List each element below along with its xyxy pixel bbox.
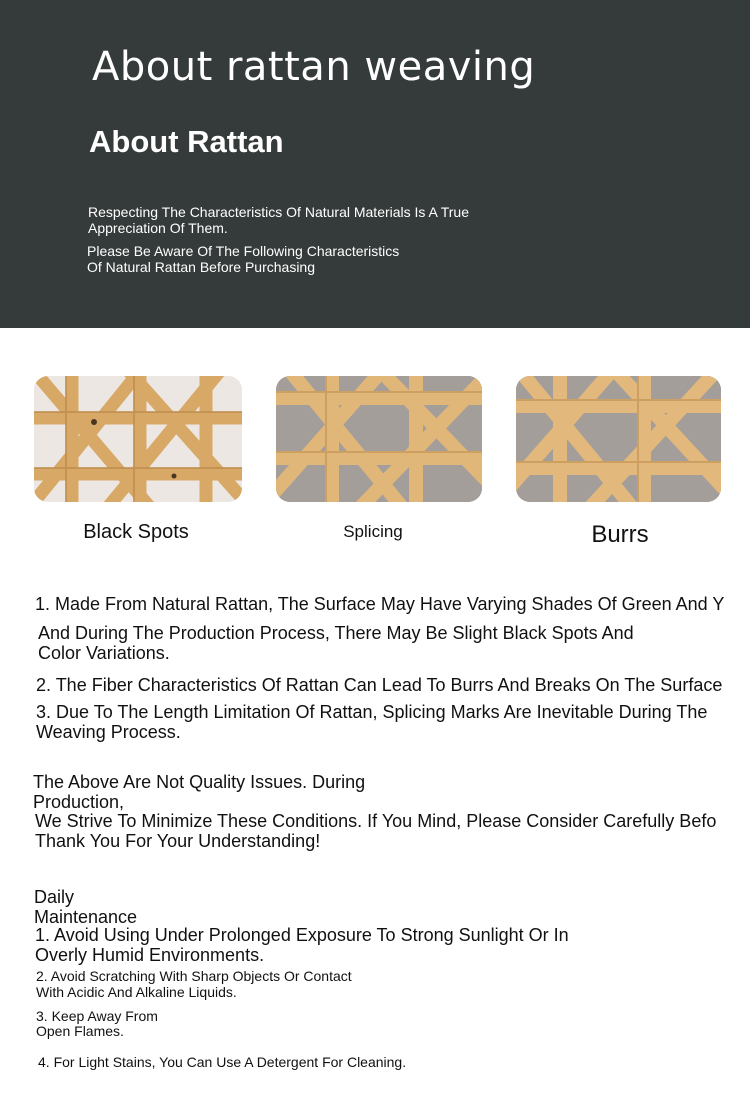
note-1-line-3: Color Variations. xyxy=(38,643,170,663)
note-3-line-2: Weaving Process. xyxy=(36,722,181,742)
maintenance-heading-line-1: Daily xyxy=(34,887,75,907)
caption-burrs: Burrs xyxy=(591,521,649,548)
maintenance-3-line-2: Open Flames. xyxy=(36,1023,124,1039)
rattan-photo-splicing xyxy=(276,376,482,502)
disclaimer-line-2: Production, xyxy=(33,792,125,812)
page-title: About rattan weaving xyxy=(92,44,536,90)
rattan-photo-black-spots xyxy=(34,376,242,502)
caption-splicing: Splicing xyxy=(343,522,403,541)
note-1-line-2: And During The Production Process, There May Be Slight Black Spots And xyxy=(38,623,634,643)
section-subtitle: About Rattan xyxy=(89,124,284,159)
rattan-photo-burrs xyxy=(516,376,721,502)
note-1-line-1: 1. Made From Natural Rattan, The Surface May Have Varying Shades Of Green And Y xyxy=(35,594,725,614)
intro-line: Of Natural Rattan Before Purchasing xyxy=(87,259,316,275)
note-2: 2. The Fiber Characteristics Of Rattan Can Lead To Burrs And Breaks On The Surface xyxy=(36,675,723,695)
disclaimer-line-3: We Strive To Minimize These Conditions. If You Mind, Please Consider Carefully Befo xyxy=(35,811,717,831)
maintenance-4: 4. For Light Stains, You Can Use A Detergent For Cleaning. xyxy=(38,1054,407,1070)
maintenance-1-line-2: Overly Humid Environments. xyxy=(35,945,265,965)
note-3-line-1: 3. Due To The Length Limitation Of Rattan, Splicing Marks Are Inevitable During The xyxy=(36,702,708,722)
maintenance-2-line-2: With Acidic And Alkaline Liquids. xyxy=(36,984,237,1000)
disclaimer-line-1: The Above Are Not Quality Issues. During xyxy=(33,772,366,792)
disclaimer-line-4: Thank You For Your Understanding! xyxy=(35,831,321,851)
intro-line: Appreciation Of Them. xyxy=(88,220,228,236)
intro-line: Please Be Aware Of The Following Characteristics xyxy=(87,243,400,259)
intro-paragraph-1 xyxy=(88,204,488,236)
intro-line: Respecting The Characteristics Of Natural Materials Is A True xyxy=(88,204,470,220)
maintenance-heading-line-2: Maintenance xyxy=(34,907,138,927)
maintenance-2-line-1: 2. Avoid Scratching With Sharp Objects Or Contact xyxy=(36,968,352,984)
maintenance-3-line-1: 3. Keep Away From xyxy=(36,1008,158,1024)
maintenance-1-line-1: 1. Avoid Using Under Prolonged Exposure To Strong Sunlight Or In xyxy=(35,925,569,945)
header-banner xyxy=(0,0,750,328)
intro-paragraph-2 xyxy=(87,243,417,275)
caption-black-spots: Black Spots xyxy=(83,521,189,543)
